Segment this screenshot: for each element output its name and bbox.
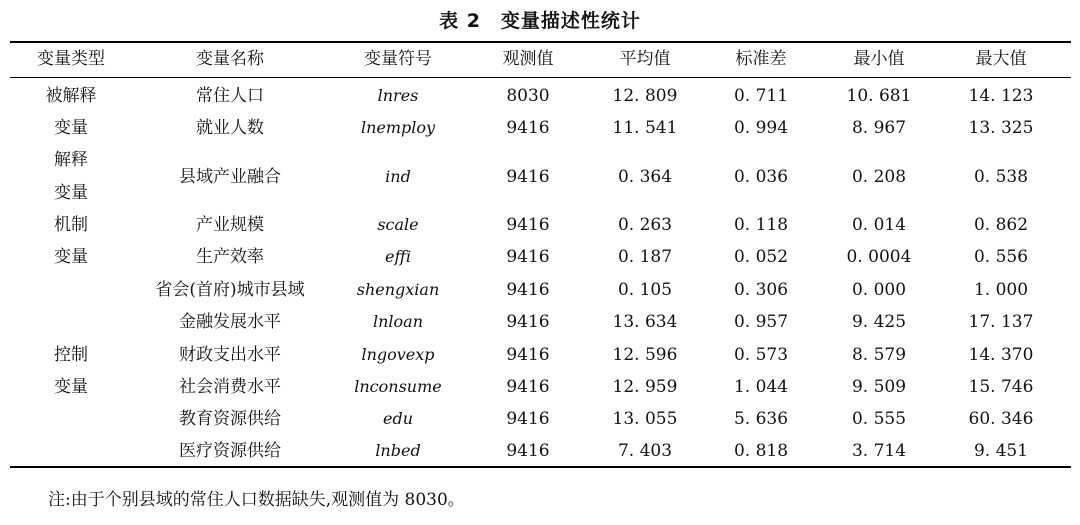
max-cell: 0. 862 xyxy=(973,215,1029,235)
variable-symbol: effi xyxy=(385,247,411,266)
category-label: 变量 xyxy=(54,377,88,397)
min-cell: 8. 967 xyxy=(851,118,907,138)
variable-name: 就业人数 xyxy=(196,118,264,138)
sd-cell: 0. 957 xyxy=(733,312,789,332)
variable-name: 金融发展水平 xyxy=(179,312,281,332)
bottom-rule xyxy=(10,466,1071,468)
top-rule xyxy=(10,41,1071,43)
header-obs: 观测值 xyxy=(502,49,554,69)
min-cell: 8. 579 xyxy=(851,345,907,365)
sd-cell: 0. 036 xyxy=(733,167,789,187)
min-cell: 0. 000 xyxy=(851,280,907,300)
variable-name: 医疗资源供给 xyxy=(179,441,281,461)
table-title: 表 2 变量描述性统计 xyxy=(439,10,641,32)
min-cell: 0. 555 xyxy=(851,409,907,429)
min-cell: 0. 0004 xyxy=(846,247,912,267)
obs-cell: 9416 xyxy=(506,441,550,461)
mean-cell: 0. 187 xyxy=(617,247,673,267)
sd-cell: 0. 306 xyxy=(733,280,789,300)
header-min: 最小值 xyxy=(853,49,905,69)
header-type: 变量类型 xyxy=(37,49,105,69)
obs-cell: 9416 xyxy=(506,247,550,267)
variable-symbol: lnloan xyxy=(372,312,423,331)
obs-cell: 9416 xyxy=(506,312,550,332)
category-label: 解释 xyxy=(54,150,88,170)
sd-cell: 0. 573 xyxy=(733,345,789,365)
obs-cell: 8030 xyxy=(506,86,550,106)
obs-cell: 9416 xyxy=(506,280,550,300)
sd-cell: 0. 818 xyxy=(733,441,789,461)
obs-cell: 9416 xyxy=(506,409,550,429)
mean-cell: 0. 364 xyxy=(617,167,673,187)
sd-cell: 5. 636 xyxy=(733,409,789,429)
variable-name: 县域产业融合 xyxy=(179,167,281,187)
mean-cell: 12. 809 xyxy=(612,86,678,106)
mean-cell: 0. 263 xyxy=(617,215,673,235)
header-rule xyxy=(10,77,1071,78)
variable-name: 教育资源供给 xyxy=(179,409,281,429)
variable-symbol: shengxian xyxy=(356,280,440,299)
mean-cell: 11. 541 xyxy=(612,118,678,138)
category-label: 变量 xyxy=(54,118,88,138)
variable-name: 社会消费水平 xyxy=(179,377,281,397)
min-cell: 9. 509 xyxy=(851,377,907,397)
variable-symbol: lnbed xyxy=(375,441,421,460)
mean-cell: 13. 055 xyxy=(612,409,678,429)
max-cell: 14. 123 xyxy=(968,86,1034,106)
sd-cell: 0. 711 xyxy=(733,86,789,106)
obs-cell: 9416 xyxy=(506,215,550,235)
category-label: 被解释 xyxy=(45,86,97,106)
obs-cell: 9416 xyxy=(506,377,550,397)
min-cell: 0. 014 xyxy=(851,215,907,235)
min-cell: 9. 425 xyxy=(851,312,907,332)
obs-cell: 9416 xyxy=(506,118,550,138)
variable-name: 生产效率 xyxy=(196,247,264,267)
header-mean: 平均值 xyxy=(619,49,671,69)
max-cell: 0. 556 xyxy=(973,247,1029,267)
min-cell: 10. 681 xyxy=(846,86,912,106)
sd-cell: 0. 994 xyxy=(733,118,789,138)
header-symbol: 变量符号 xyxy=(364,49,432,69)
header-max: 最大值 xyxy=(975,49,1027,69)
mean-cell: 0. 105 xyxy=(617,280,673,300)
variable-symbol: edu xyxy=(382,409,413,428)
category-label: 机制 xyxy=(54,215,88,235)
variable-symbol: lnemploy xyxy=(360,118,436,137)
min-cell: 3. 714 xyxy=(851,441,907,461)
mean-cell: 7. 403 xyxy=(617,441,673,461)
min-cell: 0. 208 xyxy=(851,167,907,187)
variable-symbol: lngovexp xyxy=(361,345,435,364)
variable-name: 省会(首府)城市县域 xyxy=(155,280,305,300)
max-cell: 15. 746 xyxy=(968,377,1034,397)
max-cell: 0. 538 xyxy=(973,167,1029,187)
max-cell: 1. 000 xyxy=(973,280,1029,300)
max-cell: 14. 370 xyxy=(968,345,1034,365)
mean-cell: 12. 959 xyxy=(612,377,678,397)
variable-name: 产业规模 xyxy=(196,215,264,235)
mean-cell: 12. 596 xyxy=(612,345,678,365)
max-cell: 9. 451 xyxy=(973,441,1029,461)
mean-cell: 13. 634 xyxy=(612,312,678,332)
sd-cell: 0. 118 xyxy=(733,215,789,235)
category-label: 控制 xyxy=(54,345,88,365)
variable-symbol: lnconsume xyxy=(354,377,442,396)
header-name: 变量名称 xyxy=(196,49,264,69)
max-cell: 60. 346 xyxy=(968,409,1034,429)
variable-name: 常住人口 xyxy=(196,86,264,106)
max-cell: 17. 137 xyxy=(968,312,1034,332)
sd-cell: 1. 044 xyxy=(733,377,789,397)
header-sd: 标准差 xyxy=(735,49,787,69)
variable-symbol: scale xyxy=(377,215,419,234)
obs-cell: 9416 xyxy=(506,345,550,365)
category-label: 变量 xyxy=(54,247,88,267)
variable-symbol: lnres xyxy=(377,86,419,105)
table-note: 注:由于个别县域的常住人口数据缺失,观测值为 8030。 xyxy=(48,490,465,510)
variable-name: 财政支出水平 xyxy=(179,345,281,365)
category-label: 变量 xyxy=(54,183,88,203)
max-cell: 13. 325 xyxy=(968,118,1034,138)
sd-cell: 0. 052 xyxy=(733,247,789,267)
variable-symbol: ind xyxy=(385,167,411,186)
obs-cell: 9416 xyxy=(506,167,550,187)
